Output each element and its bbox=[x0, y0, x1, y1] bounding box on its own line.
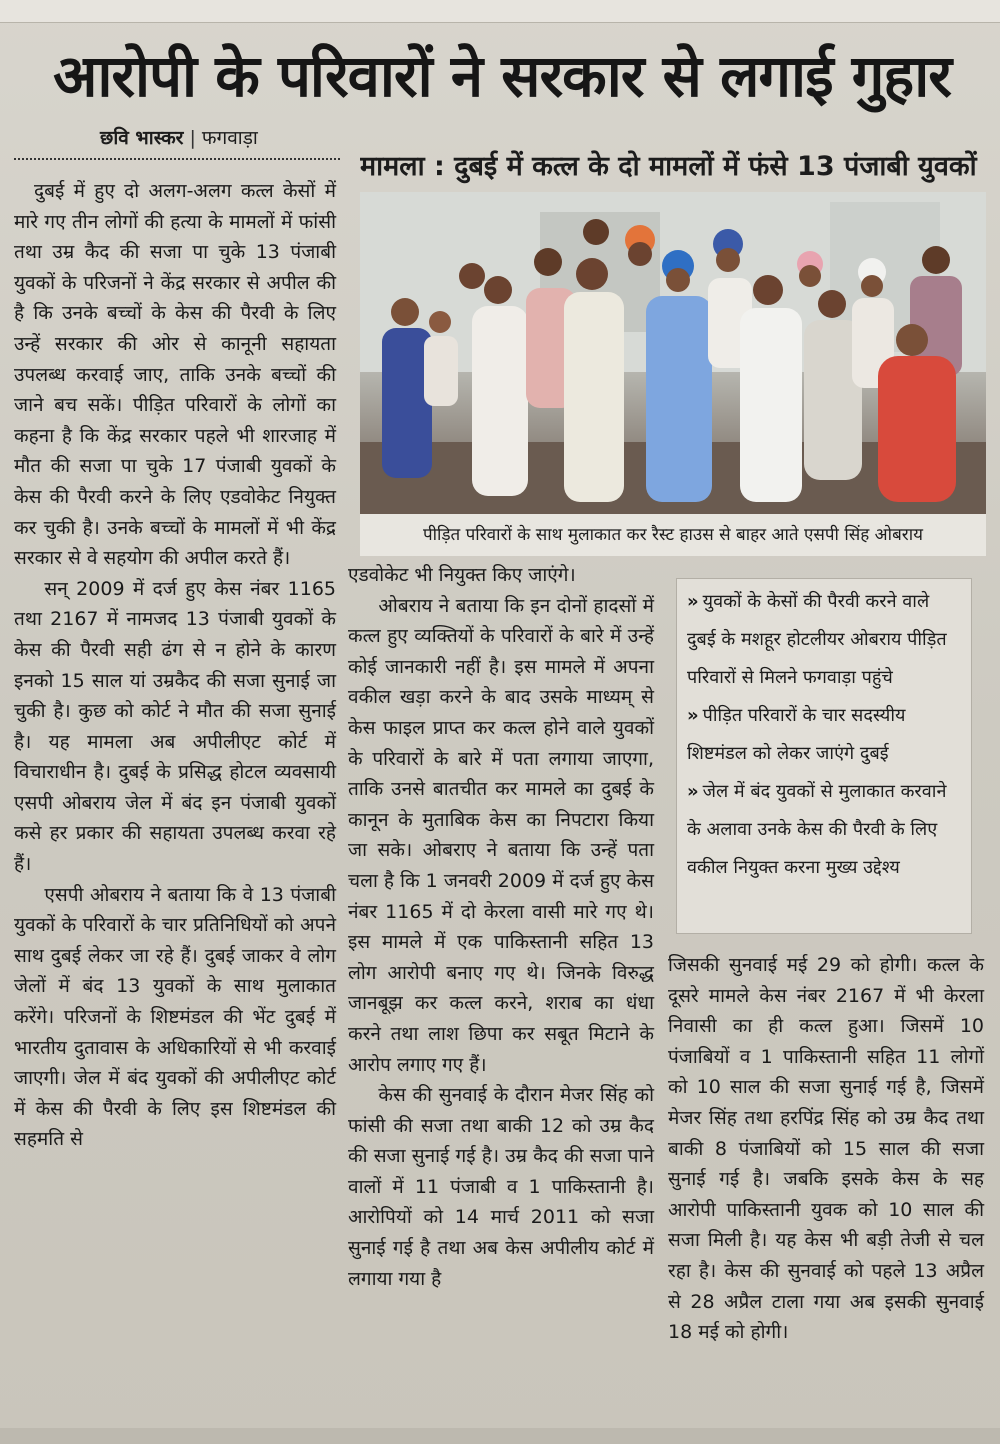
byline-separator: | bbox=[189, 127, 196, 149]
arrow-bullet-icon: » bbox=[687, 705, 699, 726]
highlight-point bbox=[687, 583, 961, 697]
article-column-1 bbox=[14, 176, 336, 1436]
paragraph: एडवोकेट भी नियुक्त किए जाएंगे। bbox=[348, 564, 576, 586]
group-photo-illustration bbox=[360, 192, 986, 514]
photo-caption: पीड़ित परिवारों के साथ मुलाकात कर रैस्ट हाउस से बाहर आते एसपी सिंह ओबराय bbox=[360, 514, 986, 556]
paragraph: केस की सुनवाई के दौरान मेजर सिंह को फांसी की सजा तथा बाकी 12 को उम्र कैद की सजा सुनाई गई है। उम्र कैद की सजा पाने वालों में 11 पंजाबी व 1 पाकिस्तानी है। आरोपियों को 14 मार्च 2011 को सजा सुनाई गई है तथा अब केस अपीलीय कोर्ट में लगाया गया है bbox=[348, 1084, 654, 1290]
highlights-box bbox=[676, 578, 972, 934]
headline: आरोपी के परिवारों ने सरकार से लगाई गुहार bbox=[53, 42, 951, 110]
highlight-text: जेल में बंद युवकों से मुलाकात करवाने के अलावा उनके केस की पैरवी के लिए वकील नियुक्त करना मुख्य उद्देश्य bbox=[687, 781, 947, 878]
highlight-point bbox=[687, 697, 961, 773]
highlight-text: युवकों के केसों की पैरवी करने वाले दुबई के मशहूर होटलीयर ओबराय पीड़ित परिवारों से मिलने फगवाड़ा पहुंचे bbox=[687, 591, 947, 688]
news-photo bbox=[360, 192, 986, 514]
byline-divider bbox=[14, 158, 340, 160]
byline-name: छवि भास्कर bbox=[100, 127, 184, 149]
arrow-bullet-icon: » bbox=[687, 781, 699, 802]
byline bbox=[100, 118, 340, 158]
byline-place: फगवाड़ा bbox=[201, 127, 258, 149]
paragraph: जिसकी सुनवाई मई 29 को होगी। कत्ल के दूसरे मामले केस नंबर 2167 में भी केरला निवासी का ही कत्ल हुआ। जिसमें 10 पंजाबियों व 1 पाकिस्तानी सहित 11 लोगों को 10 साल की सजा सुनाई गई है, जिसमें मेजर सिंह तथा हरपिंद्र सिंह को उम्र कैद तथा बाकी 8 पंजाबियों को 15 साल की सजा सुनाई गई है। जबकि इसके केस के सह आरोपी पाकिस्तानी युवक को 10 साल की सजा मिली है। यह केस भी बड़ी तेजी से चल रहा है। केस की सुनवाई को पहले 13 अप्रैल से 28 अप्रैल टाला गया अब इसकी सुनवाई 18 मई को होगी। bbox=[668, 954, 984, 1344]
paragraph: दुबई में हुए दो अलग-अलग कत्ल केसों में मारे गए तीन लोगों की हत्या के मामलों में फांसी तथा उम्र कैद की सजा पा चुके 13 पंजाबी युवकों के परिजनों ने केंद्र सरकार से अपील की है कि उनके बच्चों के केस की पैरवी के लिए उन्हें सरकार की ओर से कानूनी सहायता उपलब्ध करवाई जाए, ताकि उनके बच्चों की जाने बच सकें। पीड़ित परिवारों के लोगों का कहना है कि केंद्र सरकार पहले भी शारजाह में मौत की सजा पा चुके 17 पंजाबी युवकों के केस की पैरवी करने के लिए एडवोकेट नियुक्त कर चुकी है। उनके बच्चों के मामलों में भी केंद्र सरकार से वे सहयोग की अपील करते हैं। bbox=[14, 180, 336, 570]
subheadline: मामला : दुबई में कत्ल के दो मामलों में फंसे 13 पंजाबी युवकों bbox=[360, 151, 977, 182]
paragraph: एसपी ओबराय ने बताया कि वे 13 पंजाबी युवकों के परिवारों के चार प्रतिनिधियों को अपने साथ दुबई लेकर जा रहे हैं। दुबई जाकर वे लोग जेलों में बंद 13 युवकों के साथ मुलाकात करेंगे। परिजनों के शिष्टमंडल की भेंट दुबई में भारतीय दुतावास के अधिकारियों से भी करवाई जाएगी। जेल में बंद युवकों की अपीलीएट कोर्ट में केस की पैरवी के लिए इस शिष्टमंडल की सहमति से bbox=[14, 883, 336, 1151]
paragraph: ओबराय ने बताया कि इन दोनों हादसों में कत्ल हुए व्यक्तियों के परिवारों के बारे में उन्हें कोई जानकारी नहीं है। इस मामले में अपना वकील खड़ा करने के बाद उसके माध्यम् से केस फाइल प्राप्त कर कत्ल होने वाले युवकों के परिवारों के बारे में पता लगाया जाएगा, ताकि उनसे बातचीत कर मामले का दुबई के कानून के मुताबिक केस का निपटारा किया जा सके। ओबराए ने बताया कि उन्हें पता चला है कि 1 जनवरी 2009 में दर्ज हुए केस नंबर 1165 में दो केरला वासी मारे गए थे। इस मामले में एक पाकिस्तानी सहित 13 लोग आरोपी बनाए गए थे। जिनके विरुद्ध जानबूझ कर कत्ल करने, शराब का धंधा करने तथा लाश छिपा कर सबूत मिटाने के आरोप लगाए गए हैं। bbox=[348, 594, 654, 1076]
arrow-bullet-icon: » bbox=[687, 591, 699, 612]
highlight-point bbox=[687, 773, 961, 887]
top-margin-strip bbox=[0, 0, 1000, 23]
highlight-text: पीड़ित परिवारों के चार सदस्यीय शिष्टमंडल को लेकर जाएंगे दुबई bbox=[687, 705, 906, 764]
article-column-2 bbox=[348, 560, 654, 1436]
paragraph: सन् 2009 में दर्ज हुए केस नंबर 1165 तथा 2167 में नामजद 13 पंजाबी युवकों के केस की पैरवी सही ढंग से न होने के कारण इनको 15 साल यां उम्रकैद की सजा सुनाई जा चुकी है। कुछ को कोर्ट ने मौत की सजा सुनाई है। यह मामला अब अपीलीएट कोर्ट में विचाराधीन है। दुबई के प्रसिद्ध होटल व्यवसायी एसपी ओबराय जेल में बंद इन पंजाबी युवकों कसे हर प्रकार की सहायता उपलब्ध करवा रहे हैं। bbox=[14, 577, 336, 876]
bottom-margin-strip bbox=[0, 1428, 1000, 1444]
article-column-3 bbox=[668, 950, 984, 1436]
